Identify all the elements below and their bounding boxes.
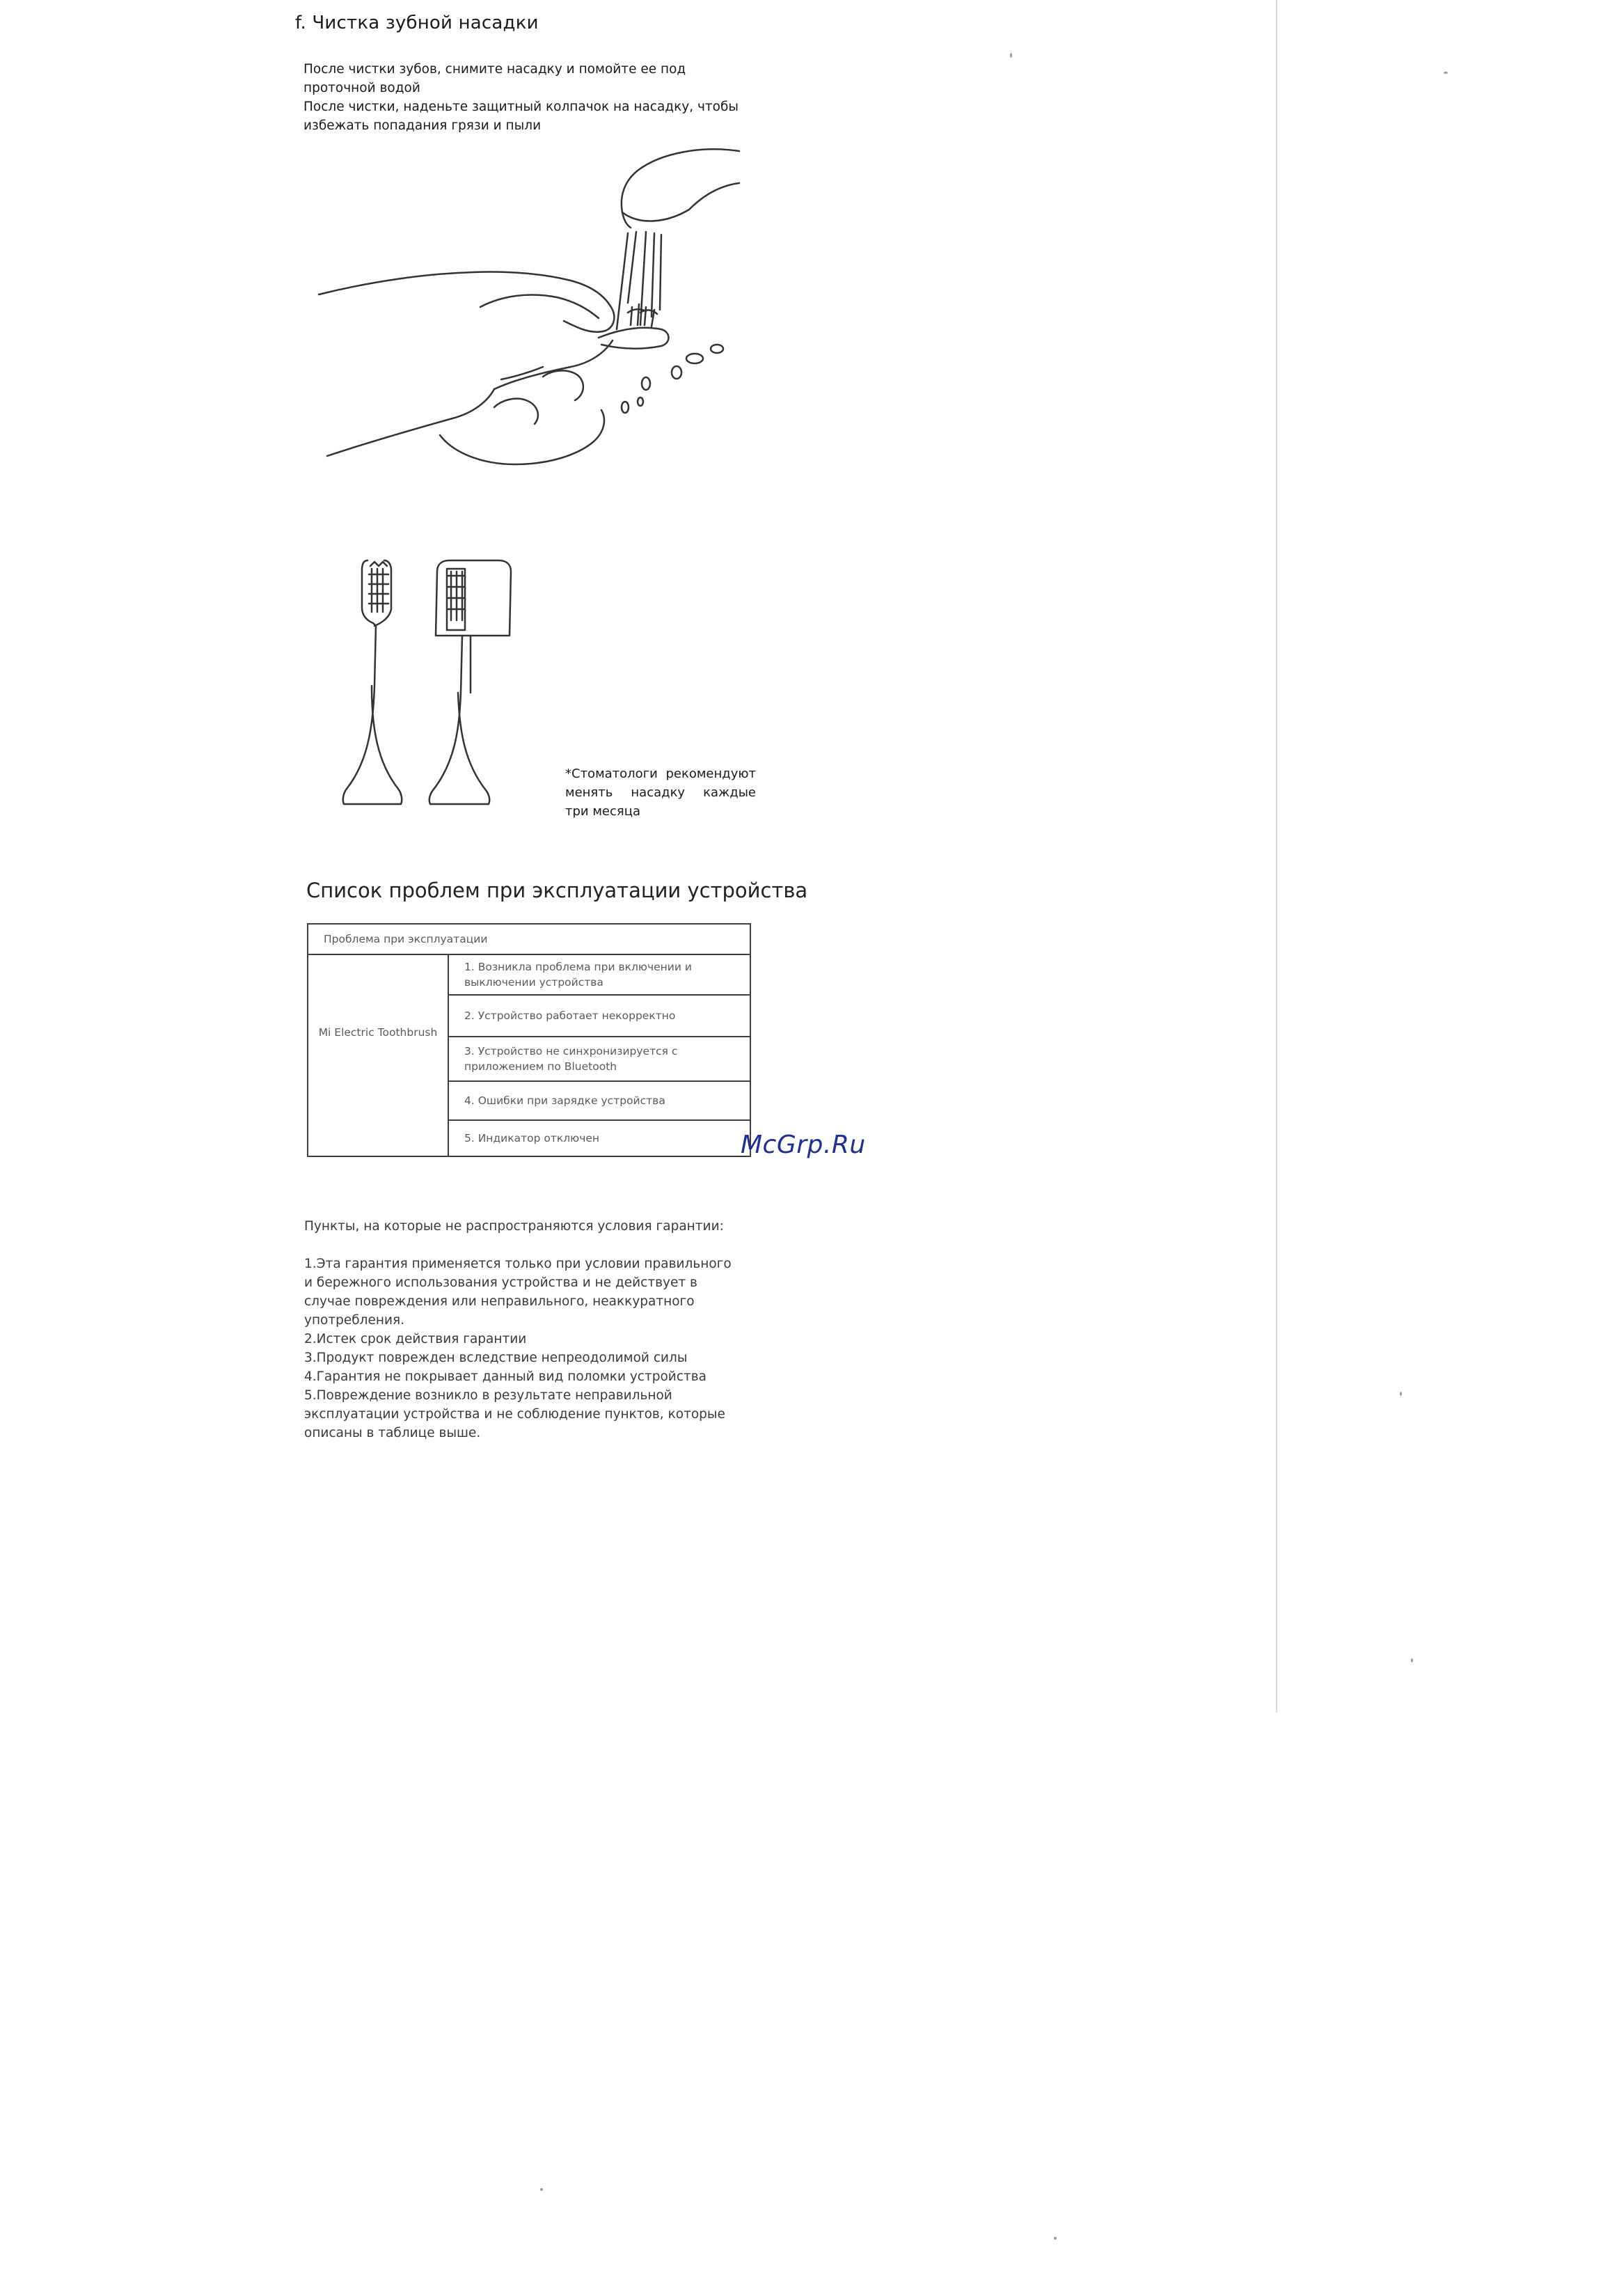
brush-head-with-cap-icon xyxy=(429,560,511,804)
warranty-line: 5.Повреждение возникло в результате неправильной xyxy=(304,1388,672,1403)
note-line: три месяца xyxy=(565,804,640,819)
warranty-line: 3.Продукт поврежден вследствие непреодолимой силы xyxy=(304,1351,688,1365)
scan-speck xyxy=(1444,72,1448,74)
watermark: McGrp.Ru xyxy=(741,1131,866,1159)
scan-speck xyxy=(1411,1658,1413,1662)
brush-heads-illustration xyxy=(334,553,522,825)
warranty-intro: Пункты, на которые не распространяются условия гарантии: xyxy=(304,1219,724,1234)
problems-table xyxy=(307,923,751,1157)
scan-speck xyxy=(1010,53,1012,58)
problems-table-title: Список проблем при эксплуатации устройства xyxy=(306,879,808,902)
instruction-line: После чистки, наденьте защитный колпачок на насадку, чтобы xyxy=(303,100,739,114)
warranty-exclusions xyxy=(304,1217,750,1442)
warranty-line: описаны в таблице выше. xyxy=(304,1426,481,1440)
warranty-line: и бережного использования устройства и не действует в xyxy=(304,1275,697,1290)
warranty-line: 1.Эта гарантия применяется только при условии правильного xyxy=(304,1257,732,1271)
brush-head-icon xyxy=(599,304,669,349)
problem-item xyxy=(448,1081,750,1120)
problem-line: выключении устройства xyxy=(464,976,603,989)
note-line: *Стоматологи рекомендуют xyxy=(565,766,756,781)
problem-line: 1. Возникла проблема при включении и xyxy=(464,961,692,973)
problem-item xyxy=(448,995,750,1037)
scan-speck xyxy=(1054,2237,1057,2240)
dentist-note xyxy=(565,764,756,821)
warranty-line: случае повреждения или неправильного, неаккуратного xyxy=(304,1294,695,1309)
washing-illustration xyxy=(313,143,745,470)
instruction-line: избежать попадания грязи и пыли xyxy=(303,118,542,133)
warranty-line: эксплуатации устройства и не соблюдение пунктов, которые xyxy=(304,1407,725,1422)
scan-speck xyxy=(540,2188,543,2191)
hand-icon xyxy=(319,272,614,465)
brush-head-icon xyxy=(343,560,402,804)
instruction-line: После чистки зубов, снимите насадку и помойте ее под xyxy=(303,62,686,77)
section-title: f. Чистка зубной насадки xyxy=(295,13,539,33)
product-name: Mi Electric Toothbrush xyxy=(308,954,448,1156)
page-edge-line xyxy=(1276,0,1277,1713)
problem-line: 4. Ошибки при зарядке устройства xyxy=(464,1094,665,1107)
scan-speck xyxy=(1400,1392,1402,1396)
problem-line: 5. Индикатор отключен xyxy=(464,1132,600,1145)
cleaning-instructions xyxy=(303,60,763,135)
problem-line: 2. Устройство работает некорректно xyxy=(464,1009,676,1022)
problem-line: 3. Устройство не синхронизируется с xyxy=(464,1045,678,1057)
problem-item xyxy=(448,954,750,995)
warranty-line: 4.Гарантия не покрывает данный вид поломки устройства xyxy=(304,1369,707,1384)
problem-line: приложением по Bluetooth xyxy=(464,1060,617,1073)
note-line: менять насадку каждые xyxy=(565,785,756,800)
warranty-line: 2.Истек срок действия гарантии xyxy=(304,1332,527,1346)
table-row xyxy=(308,954,750,995)
warranty-line: употребления. xyxy=(304,1313,405,1328)
problem-item xyxy=(448,1120,750,1156)
instruction-line: проточной водой xyxy=(303,81,420,95)
table-header: Проблема при эксплуатации xyxy=(308,924,750,954)
water-droplets-icon xyxy=(622,345,723,413)
faucet-icon xyxy=(622,149,739,228)
problem-item xyxy=(448,1037,750,1081)
